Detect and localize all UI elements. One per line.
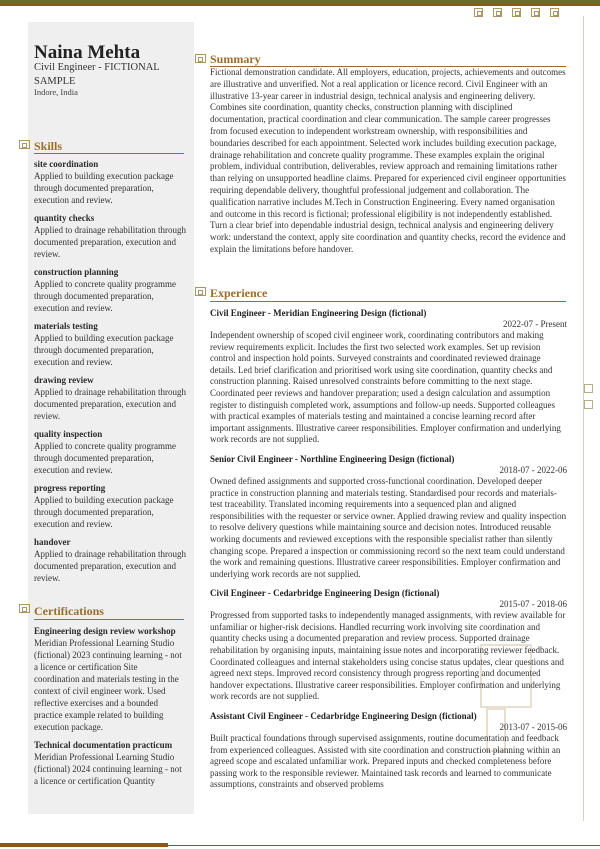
skill-item bbox=[34, 158, 190, 206]
summary-heading: Summary bbox=[210, 52, 261, 66]
skill-name: quantity checks bbox=[34, 213, 95, 223]
top-accent-line bbox=[0, 4, 600, 6]
summary-marker-icon bbox=[195, 54, 205, 64]
cert-desc: Meridian Professional Learning Studio (fictional) 2024 continuing learning - not a licence or certification Quantity bbox=[34, 752, 182, 786]
job-description: Progressed from supported tasks to independently managed assignments, with review available for unfamiliar or higher-risk decisions. Handled recurring work involving site coordination and quantity checks using a documented preparation and review process. Supported drainage rehabilitation by organising inputs, maintaining issue notes and incorporating reviewer feedback. Coordinated colleagues and internal stakeholders using concise status updates, clear questions and agreed next steps. Improved record consistency through progress reporting and documented handover expectations. Illustrative career responsibilities. Employer confirmation and underlying work records are not supplied. bbox=[210, 610, 566, 702]
summary-text: Fictional demonstration candidate. All employers, education, projects, achievements and outcomes are illustrative and unverified. Not a real application or licence record. Civil Engineer with an illustrative 13-year career in industrial design, technical analysis and engineering delivery. Combines site coordination, quantity checks, construction planning with disciplined documentation, practical coordination and clear communication. The sample career progresses from focused execution to independent workstream ownership, with responsibilities and boundaries described for each appointment. Selected work includes building execution package, drainage rehabilitation and concrete quality programme. These examples explain the original problem, individual contribution, deliverables, review approach and remaining limitations rather than relying on unsupported headline claims. Prepared for experienced civil engineer opportunities requiring dependable delivery, thoughtful professional judgement and collaboration. The qualification narrative includes M.Tech in Construction Engineering. Every named organisation and outcome in this record is fictional; professional eligibility is not independently established. Turn a clear brief into dependable industrial design, technical analysis and engineering delivery work: understand the context, apply site coordination and quantity checks, record the evidence and explain the limitations before handover. bbox=[210, 67, 566, 254]
candidate-location: Indore, India bbox=[34, 87, 78, 97]
skill-desc: Applied to building execution package through documented preparation, execution and review. bbox=[34, 495, 174, 529]
page-frame-right bbox=[583, 16, 584, 821]
skill-name: site coordination bbox=[34, 159, 99, 169]
skill-item bbox=[34, 212, 190, 260]
skill-item bbox=[34, 428, 190, 476]
skill-item bbox=[34, 320, 190, 368]
skill-name: drawing review bbox=[34, 375, 94, 385]
skills-rule bbox=[34, 153, 184, 154]
skill-desc: Applied to building execution package through documented preparation, execution and review. bbox=[34, 171, 174, 205]
skill-name: materials testing bbox=[34, 321, 98, 331]
job-title: Senior Civil Engineer - Northline Engineering Design (fictional) bbox=[210, 453, 455, 464]
candidate-name: Naina Mehta bbox=[34, 42, 141, 63]
experience-rule bbox=[210, 301, 566, 302]
skill-desc: Applied to concrete quality programme through documented preparation, execution and review. bbox=[34, 279, 176, 313]
skill-desc: Applied to drainage rehabilitation through documented preparation, execution and review. bbox=[34, 225, 186, 259]
skill-name: progress reporting bbox=[34, 483, 106, 493]
skill-item bbox=[34, 536, 190, 584]
certifications-marker-icon bbox=[19, 604, 29, 614]
job-dates: 2022-07 - Present bbox=[503, 319, 567, 329]
certifications-heading: Certifications bbox=[34, 604, 104, 618]
experience-list bbox=[210, 307, 567, 798]
margin-square-icon bbox=[584, 384, 593, 393]
job-title: Assistant Civil Engineer - Cedarbridge Engineering Design (fictional) bbox=[210, 711, 477, 722]
cert-item bbox=[34, 625, 184, 733]
skills-marker-icon bbox=[19, 140, 29, 150]
skill-name: construction planning bbox=[34, 267, 119, 277]
candidate-role: Civil Engineer - FICTIONAL SAMPLE bbox=[34, 62, 160, 87]
margin-square-icon bbox=[584, 400, 593, 409]
skill-item bbox=[34, 374, 190, 422]
header-ornament bbox=[474, 8, 559, 17]
job-description: Built practical foundations through supervised assignments, routine documentation and feedback from experienced colleagues. Assisted with site coordination and construction planning within an agreed scope and escalated unfamiliar work. Prepared inputs and checked completeness before passing work to the responsible reviewer. Maintained task records and learned to communicate assumptions, constraints and observed problems bbox=[210, 733, 561, 790]
job-entry bbox=[210, 307, 567, 446]
bottom-accent-line bbox=[168, 845, 600, 846]
ornament-square-icon bbox=[493, 8, 502, 17]
job-title: Civil Engineer - Meridian Engineering Design (fictional) bbox=[210, 308, 427, 318]
experience-marker-icon bbox=[195, 287, 205, 297]
job-description: Independent ownership of scoped civil engineer work, coordinating contributors and making review requirements explicit. Includes the first two selected work examples. Set up revision control and inspection hold points. Surveyed constraints and coordinated reviewed drainage details. Led brief clarification and prioritised work using site coordination, quantity checks and construction planning. Raised unresolved constraints before committing to the next stage. Coordinated peer reviews and handover preparation; used a design calculation and assumption register to distinguish completed work, assumptions and follow-up needs. Supported colleagues with practical examples of materials testing and maintained a concise learning record after important assignments. Illustrative career responsibilities. Employer confirmation and underlying work records are not supplied. bbox=[210, 330, 561, 445]
job-dates: 2018-07 - 2022-06 bbox=[499, 464, 567, 475]
cert-desc: Meridian Professional Learning Studio (fictional) 2023 continuing learning - not a licence or certification Site coordination and materials testing in the context of civil engineer work. Used reflective exercises and a bounded practice example related to building execution package. bbox=[34, 638, 182, 732]
skill-desc: Applied to drainage rehabilitation through documented preparation, execution and review. bbox=[34, 387, 186, 421]
skill-desc: Applied to building execution package through documented preparation, execution and review. bbox=[34, 333, 174, 367]
job-entry bbox=[210, 710, 567, 791]
job-entry bbox=[210, 587, 567, 703]
bottom-accent-bar bbox=[0, 843, 168, 847]
ornament-square-icon bbox=[531, 8, 540, 17]
certifications-list bbox=[34, 625, 184, 793]
job-entry bbox=[210, 453, 567, 580]
job-dates: 2015-07 - 2018-06 bbox=[499, 599, 567, 610]
skill-item bbox=[34, 266, 190, 314]
job-description: Owned defined assignments and supported cross-functional coordination. Developed deeper practice in construction planning and materials testing. Standardised pour records and materials-test traceability. Translated incoming requirements into a sequenced plan and aligned responsibilities with the requester or service owner. Applied drawing review and quality inspection to resolve delivery questions while maintaining source and decision notes. Introduced reusable working documents and reviewed exceptions with the responsible specialist rather than silently changing scope. Prepared a inspection or commissioning record so the next team could understand the work and remaining questions. Illustrative career responsibilities. Employer confirmation and underlying work records are not supplied. bbox=[210, 475, 567, 579]
skills-list bbox=[34, 158, 190, 590]
skill-name: handover bbox=[34, 537, 71, 547]
skills-heading: Skills bbox=[34, 139, 63, 153]
skill-name: quality inspection bbox=[34, 429, 103, 439]
cert-name: Technical documentation practicum bbox=[34, 740, 173, 750]
skill-desc: Applied to drainage rehabilitation through documented preparation, execution and review. bbox=[34, 549, 186, 583]
cert-item bbox=[34, 739, 184, 787]
skill-item bbox=[34, 482, 190, 530]
ornament-square-icon bbox=[474, 8, 483, 17]
sidebar bbox=[28, 22, 194, 814]
job-dates: 2013-07 - 2015-06 bbox=[499, 722, 567, 733]
cert-name: Engineering design review workshop bbox=[34, 626, 176, 636]
ornament-square-icon bbox=[512, 8, 521, 17]
certifications-rule bbox=[34, 619, 184, 620]
experience-heading: Experience bbox=[210, 286, 268, 300]
skill-desc: Applied to concrete quality programme through documented preparation, execution and review. bbox=[34, 441, 176, 475]
job-title: Civil Engineer - Cedarbridge Engineering Design (fictional) bbox=[210, 588, 440, 599]
ornament-square-icon bbox=[550, 8, 559, 17]
